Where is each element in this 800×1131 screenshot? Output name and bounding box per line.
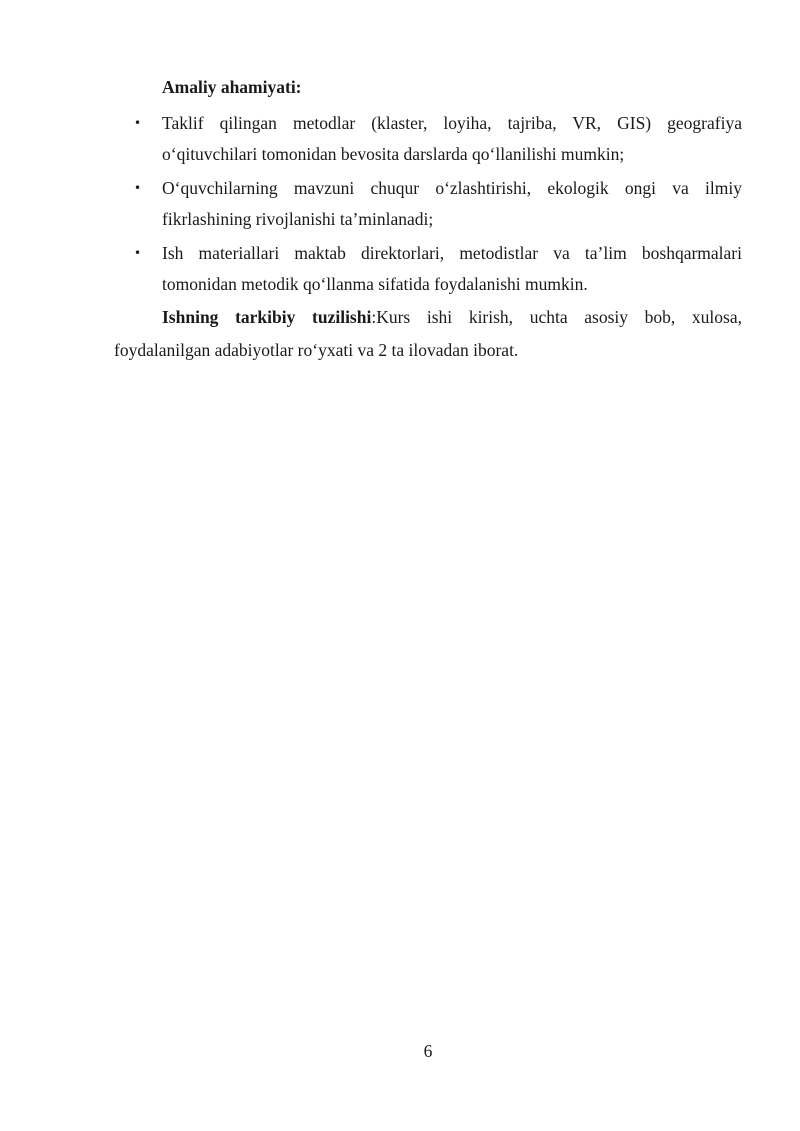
list-item bbox=[134, 108, 742, 170]
bullet-marker: • bbox=[134, 246, 142, 260]
section-heading: Amaliy ahamiyati: bbox=[162, 77, 302, 97]
structure-paragraph bbox=[114, 301, 742, 367]
page-number: 6 bbox=[423, 1041, 433, 1061]
bullet-text: O‘quvchilarning mavzuni chuqur o‘zlashtirishi, ekologik ongi va ilmiy fikrlashining rivojlanishi ta’minlanadi; bbox=[162, 178, 742, 229]
list-item bbox=[134, 238, 742, 300]
list-item bbox=[134, 173, 742, 235]
bullet-text: Taklif qilingan metodlar (klaster, loyiha, tajriba, VR, GIS) geografiya o‘qituvchilari tomonidan bevosita darslarda qo‘llanilishi mumkin; bbox=[162, 113, 742, 164]
bullet-text: Ish materiallari maktab direktorlari, metodistlar va ta’lim boshqarmalari tomonidan metodik qo‘llanma sifatida foydalanishi mumkin. bbox=[162, 243, 742, 294]
bullet-marker: • bbox=[134, 181, 142, 195]
structure-text: :Kurs ishi kirish, uchta asosiy bob, xulosa, foydalanilgan adabiyotlar ro‘yxati va 2 ta ilovadan iborat. bbox=[114, 307, 742, 360]
bullet-marker: • bbox=[134, 116, 142, 130]
bullet-list bbox=[134, 108, 742, 303]
structure-label: Ishning tarkibiy tuzilishi bbox=[162, 307, 372, 327]
